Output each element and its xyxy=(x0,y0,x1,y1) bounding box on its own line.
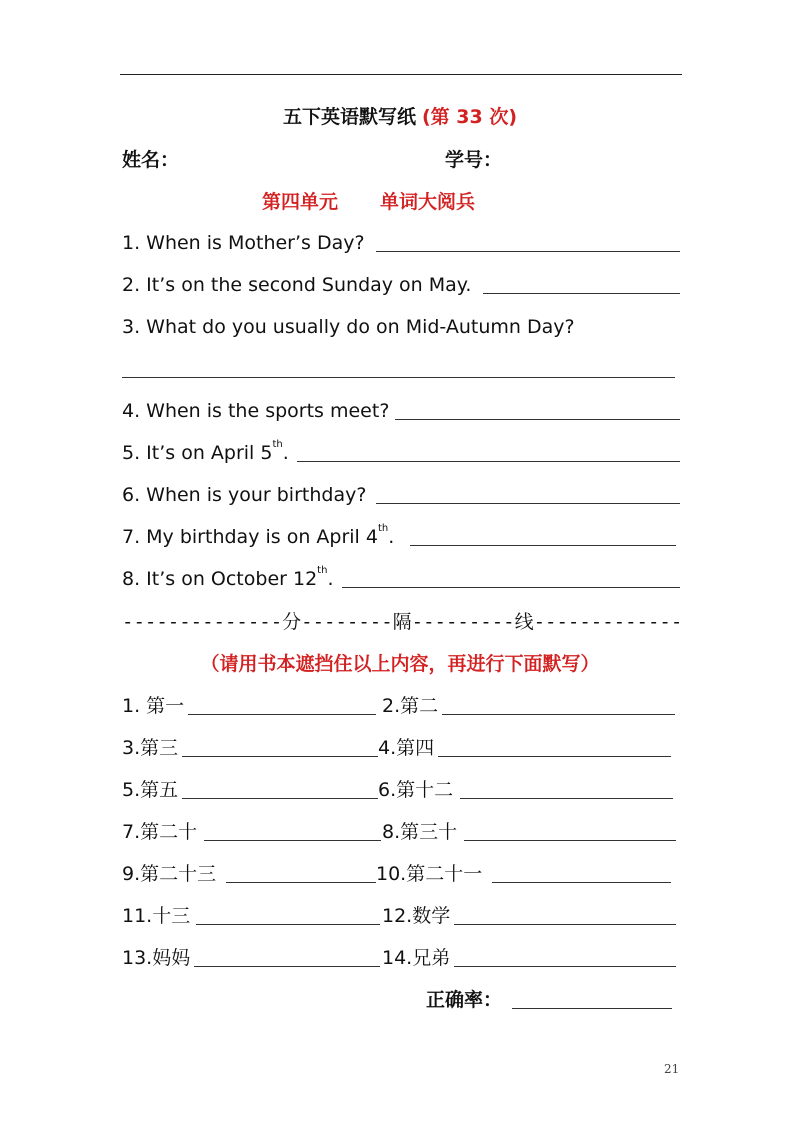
word-8-blank[interactable] xyxy=(464,840,676,841)
answer-line-4[interactable] xyxy=(395,419,680,420)
word-9-blank[interactable] xyxy=(226,882,376,883)
answer-line-5[interactable] xyxy=(297,461,680,462)
question-5 xyxy=(122,439,289,467)
answer-line-3[interactable] xyxy=(122,377,675,378)
word-13-blank[interactable] xyxy=(194,966,380,967)
answer-line-1[interactable] xyxy=(376,251,680,252)
title-main: 五下英语默写纸 xyxy=(282,106,416,128)
question-5-text: 5. It’s on April 5 xyxy=(122,442,273,464)
question-3: 3. What do you usually do on Mid-Autumn Day? xyxy=(122,316,575,338)
word-5-label: 5.第五 xyxy=(122,779,179,801)
word-9-label: 9.第二十三 xyxy=(122,863,217,885)
question-8-end: . xyxy=(327,568,334,590)
cut-separator: --------------分--------隔---------线------------- xyxy=(122,611,683,633)
question-7 xyxy=(122,523,394,551)
student-id-label: 学号： xyxy=(445,149,503,171)
word-8-label: 8.第三十 xyxy=(382,821,458,843)
question-4: 4. When is the sports meet? xyxy=(122,400,390,422)
word-4-blank[interactable] xyxy=(438,756,671,757)
word-6-label: 6.第十二 xyxy=(378,779,454,801)
word-14-label: 14.兄弟 xyxy=(382,947,451,969)
word-3-blank[interactable] xyxy=(182,756,378,757)
question-5-suffix: th xyxy=(272,439,283,450)
unit-label: 第四单元 xyxy=(262,191,339,213)
question-2: 2. It’s on the second Sunday on May. xyxy=(122,274,472,296)
question-7-suffix: th xyxy=(377,523,389,534)
word-5-blank[interactable] xyxy=(182,798,378,799)
word-12-blank[interactable] xyxy=(454,924,676,925)
word-12-label: 12.数学 xyxy=(382,905,451,927)
answer-line-6[interactable] xyxy=(376,503,680,504)
word-13-label: 13.妈妈 xyxy=(122,947,191,969)
accuracy-label: 正确率： xyxy=(426,989,503,1011)
top-rule xyxy=(120,74,682,75)
question-7-text: 7. My birthday is on April 4 xyxy=(122,526,378,548)
word-3-label: 3.第三 xyxy=(122,737,179,759)
word-7-blank[interactable] xyxy=(204,840,381,841)
answer-line-7[interactable] xyxy=(410,545,676,546)
section-heading xyxy=(262,188,475,216)
word-1-label: 1. 第一 xyxy=(122,695,185,717)
question-6: 6. When is your birthday? xyxy=(122,484,367,506)
question-8 xyxy=(122,565,333,593)
word-6-blank[interactable] xyxy=(460,798,673,799)
topic-label: 单词大阅兵 xyxy=(380,191,476,213)
answer-line-8[interactable] xyxy=(342,587,680,588)
word-1-blank[interactable] xyxy=(188,714,376,715)
question-5-end: . xyxy=(282,442,289,464)
word-10-label: 10.第二十一 xyxy=(376,863,483,885)
title-round: (第 33 次) xyxy=(421,106,518,128)
question-8-text: 8. It’s on October 12 xyxy=(122,568,318,590)
accuracy-blank[interactable] xyxy=(512,1008,672,1009)
word-10-blank[interactable] xyxy=(492,882,671,883)
word-11-blank[interactable] xyxy=(196,924,380,925)
answer-line-2[interactable] xyxy=(483,293,680,294)
word-11-label: 11.十三 xyxy=(122,905,191,927)
word-2-label: 2.第二 xyxy=(382,695,439,717)
question-8-suffix: th xyxy=(317,565,328,576)
word-14-blank[interactable] xyxy=(454,966,676,967)
word-4-label: 4.第四 xyxy=(378,737,435,759)
instruction: （请用书本遮挡住以上内容，再进行下面默写） xyxy=(200,653,600,675)
name-label: 姓名： xyxy=(122,149,180,171)
word-2-blank[interactable] xyxy=(442,714,675,715)
word-7-label: 7.第二十 xyxy=(122,821,198,843)
page-number: 21 xyxy=(664,1062,680,1076)
page-title xyxy=(0,103,800,131)
question-7-end: . xyxy=(388,526,395,548)
question-1: 1. When is Mother’s Day? xyxy=(122,232,365,254)
